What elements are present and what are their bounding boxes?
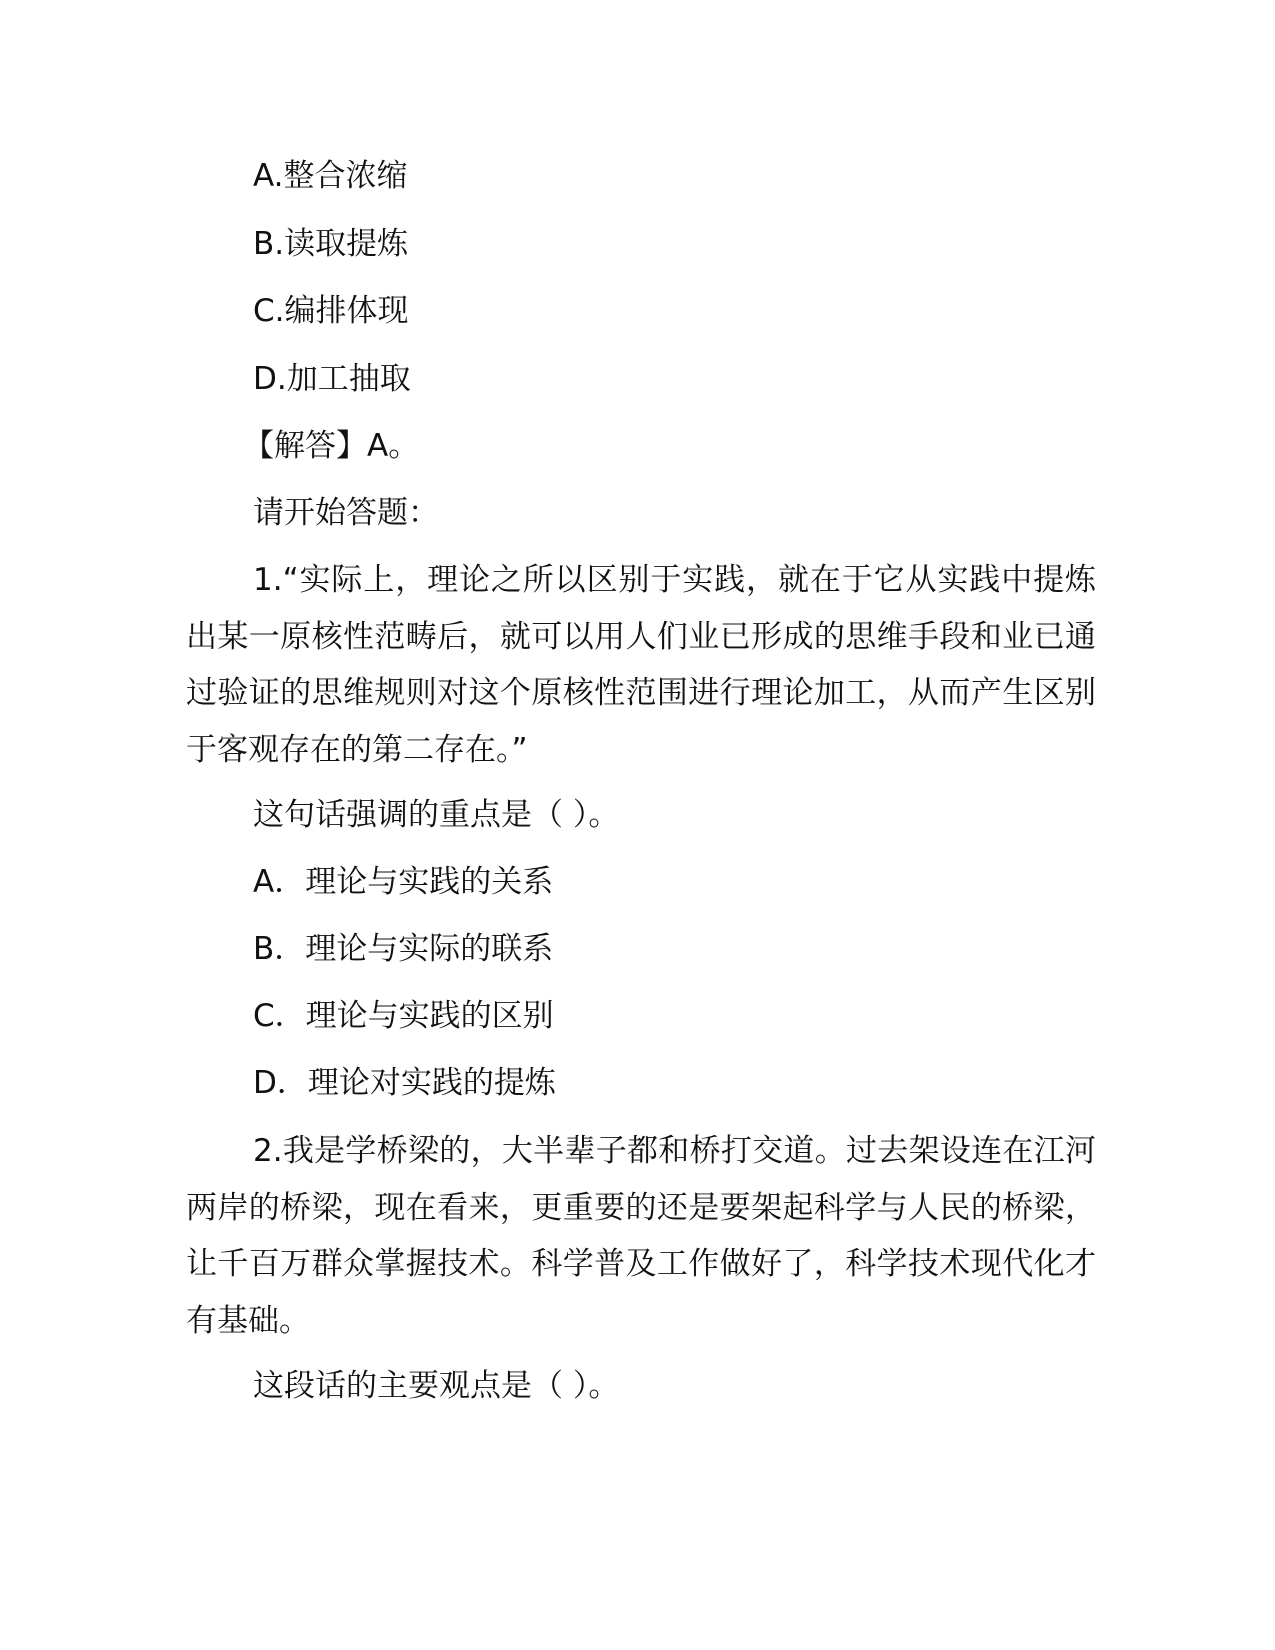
question-1-option-d: D．理论对实践的提炼 [253,1065,556,1101]
question-1-ask: 这句话强调的重点是（ ）。 [253,797,620,833]
question-1-option-b: B．理论与实际的联系 [253,931,554,967]
prev-option-b: B.读取提炼 [253,226,409,262]
start-prompt: 请开始答题： [253,495,439,531]
prev-option-d: D.加工抽取 [253,361,411,397]
question-2-stem: 2.我是学桥梁的，大半辈子都和桥打交道。过去架设连在江河两岸的桥梁，现在看来，更重要的还是要架起科学与人民的桥梁，让千百万群众掌握技术。科学普及工作做好了，科学技术现代化才有基础。 [186,1133,1096,1339]
question-1-option-c: C．理论与实践的区别 [253,998,554,1034]
question-1-option-a: A．理论与实践的关系 [253,864,554,900]
prev-option-c: C.编排体现 [253,293,409,329]
question-1-stem: 1.“实际上，理论之所以区别于实践，就在于它从实践中提炼出某一原核性范畴后，就可以用人们业已形成的思维手段和业已通过验证的思维规则对这个原核性范围进行理论加工，从而产生区别于客观存在的第二存在。” [186,562,1096,768]
prev-option-a: A.整合浓缩 [253,158,408,194]
question-2-ask: 这段话的主要观点是（ ）。 [253,1368,620,1404]
prev-answer: 【解答】A。 [243,428,420,464]
